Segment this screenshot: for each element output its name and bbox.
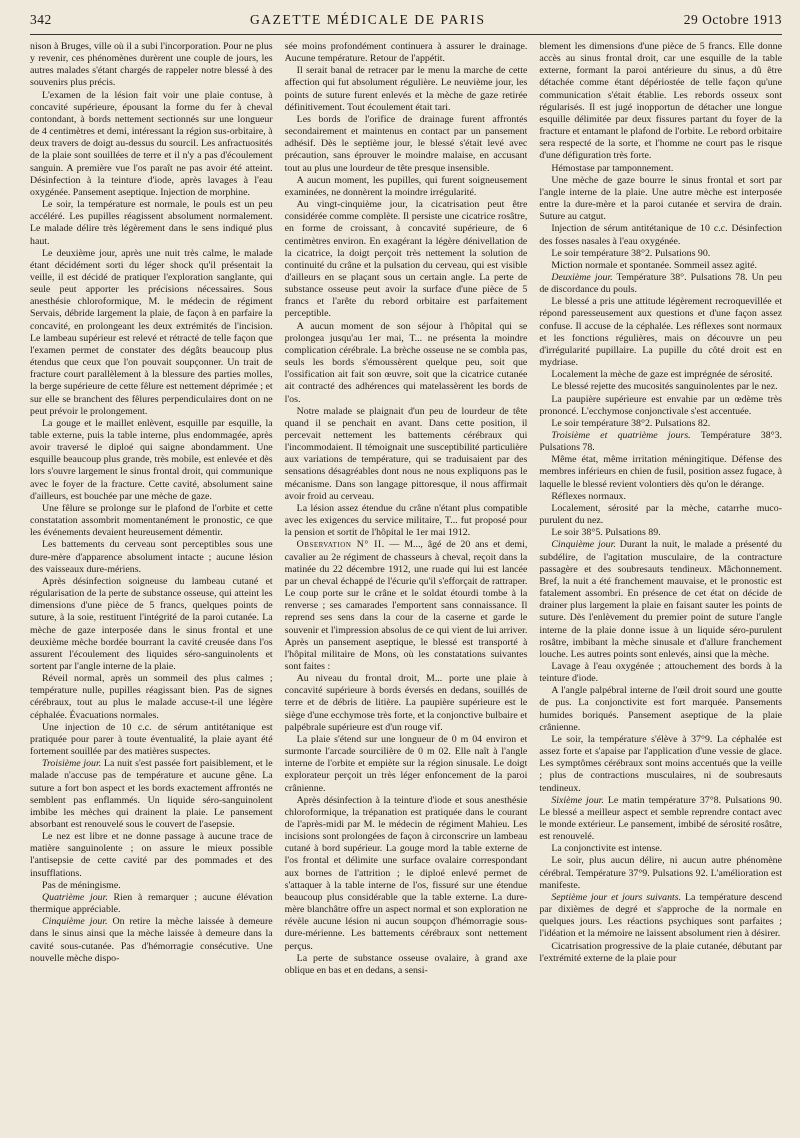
text-columns bbox=[30, 41, 782, 1131]
paragraph bbox=[285, 114, 528, 175]
paragraph bbox=[30, 758, 273, 831]
paragraph bbox=[539, 175, 782, 224]
paragraph bbox=[539, 941, 782, 965]
paragraph bbox=[30, 503, 273, 539]
paragraph-text: Cicatrisation progressive de la plaie cutanée, débutant par l'extrémité externe de la plaie pour bbox=[539, 940, 782, 964]
paragraph-text: Le soir, plus aucun délire, ni aucun autre phénomène cérébral. Température 37°9. Pulsations 92. L'amélioration est manifeste. bbox=[539, 855, 782, 891]
paragraph bbox=[539, 260, 782, 272]
paragraph bbox=[285, 65, 528, 114]
paragraph-text: A aucun moment de son séjour à l'hôpital qui se prolongea jusqu'au 1er mai, T... ne présenta la moindre complication cérébrale. La brèche osseuse ne se combla pas, seuls les bords s'émoussèrent quelque peu, soit que l'ossification ait fait son œuvre, soit que la cicatrice cutanée ait contracté des adhérences qui matelassèrent les bords de l'os. bbox=[284, 320, 528, 405]
paragraph-text: A aucun moment, les pupilles, qui furent soigneusement examinées, ne donnèrent la moindre irrégularité. bbox=[284, 174, 528, 198]
paragraph bbox=[539, 503, 782, 527]
paragraph bbox=[285, 503, 528, 539]
paragraph bbox=[285, 406, 528, 503]
paragraph-text: Réveil normal, après un sommeil des plus calmes ; température nulle, pupilles réagissant bien. Pas de signes cérébraux, tout au plus le malade accuse-t-il une légère céphalée. Évacuations normales. bbox=[30, 673, 273, 721]
column-3 bbox=[539, 41, 782, 1131]
paragraph-text: Le nez est libre et ne donne passage à aucune trace de matière sanguinolente ; on assure le mieux possible l'antisepsie de cette cavité par des pommades et des insufflations. bbox=[30, 831, 273, 879]
paragraph bbox=[30, 90, 273, 199]
paragraph-lead: Troisième et quatrième jours. bbox=[551, 430, 691, 441]
paragraph-text: Le soir température 38°2. Pulsations 90. bbox=[551, 247, 711, 259]
paragraph bbox=[539, 223, 782, 247]
paragraph bbox=[539, 418, 782, 430]
paragraph-text: La gouge et le maillet enlèvent, esquille par esquille, la table externe, puis la table interne, plus endommagée, après avoir traversé le diploé qui saigne abondamment. Une esquille beaucoup plus grande, très mobile, est enlevée et dès lors s'ouvre largement le sinus frontal droit, qui communique avec le foyer de la fracture. Cette cavité, absolument saine d'ailleurs, est bouchée par une mèche de gaze. bbox=[30, 417, 273, 502]
paragraph bbox=[285, 953, 528, 977]
paragraph bbox=[285, 199, 528, 321]
paragraph-text: Au vingt-cinquième jour, la cicatrisation peut être considérée comme complète. Il persiste une cicatrice rosâtre, en forme de croissant, à concavité supérieure, de 6 centimètres environ. En exagérant la légère dénivellation de la cicatrice, la doigt perçoit très nettement la solution de continuité du crâne et la pulsation du cerveau, qui est visible d'ailleurs en se plaçant sous un certain angle. La perte de substance osseuse peut avoir la surface d'une pièce de 5 francs et l'arête du rebord orbitaire est parfaitement perceptible. bbox=[284, 199, 528, 320]
paragraph bbox=[285, 321, 528, 406]
paragraph-text: La perte de substance osseuse ovalaire, à grand axe oblique en bas et en dedans, a sensi- bbox=[284, 952, 528, 976]
paragraph bbox=[539, 248, 782, 260]
column-2 bbox=[285, 41, 528, 1131]
paragraph-text: Il serait banal de retracer par le menu la marche de cette affection qui fut absolument régulière. Le neuvième jour, les points de suture furent enlevés et la mèche de gaze retirée définitivement. Tout écoulement était tari. bbox=[284, 65, 528, 113]
paragraph-text: nison à Bruges, ville où il a subi l'incorporation. Pour ne plus y revenir, ces phénomènes durèrent une couple de jours, les autres malades s'étant chargés de rappeler notre blessé à des souvenirs plus précis. bbox=[30, 41, 273, 89]
paragraph bbox=[539, 430, 782, 454]
issue-date: 29 Octobre 1913 bbox=[683, 12, 782, 27]
header-rule bbox=[30, 34, 782, 35]
paragraph-text: Le soir, la température est normale, le pouls est un peu accéléré. Les pupilles réagissent absolument normalement. Le malade délire très légèrement dans le sens indiqué plus haut. bbox=[30, 199, 273, 247]
paragraph-text: Réflexes normaux. bbox=[551, 490, 626, 502]
paragraph bbox=[30, 576, 273, 673]
paragraph bbox=[539, 454, 782, 490]
paragraph-text: Une mèche de gaze bourre le sinus frontal et sort par l'angle interne de la plaie. Une autre mèche est interposée entre la dure-mère et la paroi cutanée et servira de drain. Suture au catgut. bbox=[539, 174, 782, 223]
paragraph bbox=[30, 41, 273, 90]
paragraph bbox=[539, 539, 782, 661]
paragraph-text: La température descend par dixièmes de degré et s'approche de la normale en quelques jours. Les réactions psychiques sont parfaites ; l'idéation et la mémoire ne laissent absolument rien à désirer. bbox=[539, 891, 782, 940]
paragraph-text: Lavage à l'eau oxygénée ; attouchement des bords à la teinture d'iode. bbox=[539, 660, 782, 685]
paragraph-text: Température 38°3. Pulsations 78. bbox=[539, 430, 782, 454]
paragraph-text: A l'angle palpébral interne de l'œil droit sourd une goutte de pus. La conjonctivite est fort marquée. Pansements humides boriqués. Pansement aseptique de la plaie crânienne. bbox=[539, 685, 782, 733]
paragraph-text: Injection de sérum antitétanique de 10 c.c. Désinfection des fosses nasales à l'eau oxygénée. bbox=[539, 223, 782, 247]
paragraph-text: Au niveau du frontal droit, M... porte une plaie à concavité supérieure à bords éversés en dedans, souillés de terre et de débris de litière. La paupière supérieure est le siège d'une ecchymose très forte, et la conjonctive bulbaire et palpébrale supérieure est d'un rouge vif. bbox=[284, 673, 528, 733]
paragraph-text: Même état, même irritation méningitique. Défense des membres inférieurs en chien de fusil, position assez fugace, à laquelle le blessé revient volontiers dès qu'on le dérange. bbox=[539, 454, 782, 490]
paragraph-text: La conjonctivite est intense. bbox=[551, 843, 663, 855]
paragraph-text: Localement, sérosité par la mèche, catarrhe muco-purulent du nez. bbox=[539, 502, 782, 527]
paragraph bbox=[539, 41, 782, 163]
paragraph-text: Une fêlure se prolonge sur le plafond de l'orbite et cette constatation assombrit momentanément le pronostic, ce que les événements devaient heureusement démentir. bbox=[30, 502, 273, 539]
paragraph-text: Après désinfection à la teinture d'iode et sous anesthésie chloroformique, la trépanation est pratiquée dans le courant de l'après-midi par M. le médecin de régiment Mahieu. Les incisions sont prolongées de façon à circonscrire un lambeau cutané à bord supérieur. La gouge mord la table externe de l'os frontal et délimite une surface ovalaire correspondant aux bornes de l'attrition ; le diploé enlevé permet de s'attaquer à la table interne de l'os, fissuré sur une étendue beaucoup plus considérable que la table externe. La dure-mère blanchâtre offre un aspect normal et son exploration ne révèle aucune lésion ni aucun soupçon d'hémorragie sous-dure-mérienne. Les battements cérébraux sont nettement perçus. bbox=[284, 794, 528, 952]
paragraph-text: Le blessé a pris une attitude légèrement recroquevillée et répond paresseusement aux questions et d'une façon assez confuse. Il accuse de la céphalée. Les réflexes sont normaux et les fonctions régulières, mais on découvre un peu d'irrégularité pupillaire. La pupille du côté droit est en mydriase. bbox=[539, 296, 782, 369]
column-1 bbox=[30, 41, 273, 1131]
paragraph bbox=[30, 831, 273, 880]
paragraph bbox=[30, 673, 273, 722]
paragraph-text: Une injection de 10 c.c. de sérum antitétanique est pratiquée pour parer à toute éventualité, la plaie ayant été fortement souillée par des matières suspectes. bbox=[30, 721, 273, 758]
paragraph bbox=[539, 734, 782, 795]
paragraph bbox=[285, 673, 528, 734]
paragraph-lead: Quatrième jour. bbox=[42, 891, 108, 903]
paragraph-text: Durant la nuit, le malade a présenté du subdélire, de l'agitation musculaire, de la contracture passagère et des soubresauts tendineux. Mâchonnement. Bref, la nuit a été franchement mauvaise, et le pronostic est fatalement assombri. En présence de cet état on décide de drainer plus largement la plaie en faisant sauter les points de suture. Dès l'enlèvement du premier point de suture l'angle interne de la plaie donne issue à un liquide séro-purulent rosâtre, imbibant la mèche sinusale et d'allure franchement louche. Les autres points sont enlevés, ainsi que la mèche. bbox=[539, 539, 782, 660]
paragraph-lead: Cinquième jour. bbox=[42, 916, 108, 928]
paragraph bbox=[539, 527, 782, 539]
paragraph-text: La lésion assez étendue du crâne n'étant plus compatible avec les exigences du service militaire, T... fut proposé pour la pension et sortit de l'hôpital le 1er mai 1912. bbox=[284, 502, 528, 539]
paragraph-text: On retire la mèche laissée à demeure dans le sinus ainsi que la mèche laissée à demeure dans la cavité sous-cutanée. Pas d'hémorragie consécutive. Une nouvelle mèche dispo- bbox=[30, 916, 273, 964]
paragraph-text: L'examen de la lésion fait voir une plaie contuse, à concavité supérieure, épousant la forme du fer à cheval contondant, à bords nettement sectionnés sur une longueur de 4 centimètres et demi, intéressant la région sus-orbitaire, à deux travers de doigt au-dessus du sourcil. Les anfractuosités de la plaie sont souillées de terre et il n'y a pas d'écoulement sanguin. A première vue l'os paraît ne pas avoir été atteint. Désinfection à la teinture d'iode, après lavages à l'eau oxygénée. Pansement aseptique. Injection de morphine. bbox=[30, 89, 273, 198]
paragraph bbox=[285, 795, 528, 953]
paragraph-text: Après désinfection soigneuse du lambeau cutané et régularisation de la perte de substance osseuse, qui atteint les dimensions d'une pièce de 5 francs, quelques points de suture, à la soie, restituent l'intégrité de la paroi cutanée. La mèche de gaze interposée dans le sinus frontal et une deuxième mèche bordée bourrant la cavité creusée dans l'os assurent l'écoulement des liquides séro-sanguinolents et sortent par l'angle interne de la plaie. bbox=[30, 575, 273, 672]
paragraph-text: Rien à remarquer ; aucune élévation thermique appréciable. bbox=[30, 891, 273, 916]
paragraph bbox=[30, 722, 273, 758]
paragraph-text: — M..., âgé de 20 ans et demi, cavalier au 2e régiment de chasseurs à cheval, reçoit dans la matinée du 22 décembre 1912, une ruade qui lui est lancée par un cheval échappé de l'écurie qu'il s'efforçait de rattraper. Le coup porte sur le crâne et le soldat étourdi tombe à la renverse ; ses camarades l'emportent sans connaissance. Il reprend ses sens dans la cour de la caserne et garde le souvenir et l'impression absolus de ce qui vient de lui arriver. Après un pansement aseptique, le blessé est transporté à l'hôpital militaire de Mons, où les constatations suivantes sont faites : bbox=[284, 539, 528, 672]
paragraph bbox=[539, 296, 782, 369]
paragraph-text: La paupière supérieure est envahie par un œdème très prononcé. L'ecchymose conjonctivale s'est accentuée. bbox=[539, 393, 782, 417]
paragraph bbox=[539, 381, 782, 393]
paragraph-text: Les bords de l'orifice de drainage furent affrontés secondairement et maintenus en contact par un pansement adhésif. Dès le septième jour, le blessé s'était levé avec précaution, sans éprouver le moindre malaise, en accusant tout au plus une lourdeur de tête presque insensible. bbox=[284, 113, 528, 174]
observation-heading: Observation N° II. bbox=[296, 539, 385, 551]
running-header bbox=[30, 12, 782, 30]
paragraph-lead: Sixième jour. bbox=[551, 794, 604, 806]
page-number: 342 bbox=[30, 12, 52, 27]
paragraph-text: sée moins profondément continuera à assurer le drainage. Aucune température. Retour de l'appétit. bbox=[284, 41, 528, 65]
paragraph bbox=[30, 418, 273, 503]
paragraph bbox=[285, 41, 528, 65]
paragraph bbox=[30, 248, 273, 418]
paragraph-text: Le blessé rejette des mucosités sanguinolentes par le nez. bbox=[551, 381, 778, 393]
paragraph bbox=[539, 272, 782, 296]
paragraph bbox=[30, 892, 273, 916]
paragraph-text: Localement la mèche de gaze est imprégnée de sérosité. bbox=[551, 369, 773, 381]
paragraph-text: La plaie s'étend sur une longueur de 0 m 04 environ et surmonte l'arcade sourcilière de 0 m 02. Elle naît à l'angle interne de l'orbite et empiète sur la région sinusale. Le doigt explorateur perçoit un très léger enfoncement de la paroi crânienne. bbox=[284, 733, 528, 794]
paragraph-text: Le soir 38°5. Pulsations 89. bbox=[551, 527, 661, 539]
paragraph bbox=[30, 916, 273, 965]
journal-title: GAZETTE MÉDICALE DE PARIS bbox=[249, 12, 486, 27]
paragraph bbox=[285, 175, 528, 199]
paragraph bbox=[539, 892, 782, 941]
paragraph-lead: Septième jour et jours suivants. bbox=[551, 891, 682, 903]
paragraph-text: Hémostase par tamponnement. bbox=[551, 162, 674, 174]
paragraph bbox=[539, 843, 782, 855]
paragraph-lead: Deuxième jour. bbox=[551, 271, 613, 283]
paragraph bbox=[539, 394, 782, 418]
paragraph-lead: Cinquième jour. bbox=[551, 539, 616, 551]
paragraph-text: Le soir, la température s'élève à 37°9. La céphalée est assez forte et s'apaise par l'application d'une vessie de glace. Les symptômes cérébraux sont moins accentués que la veille ; plus de contractions musculaires, ni de soubresauts tendineux. bbox=[539, 733, 782, 794]
paragraph-text: Le matin température 37°8. Pulsations 90. Le blessé a meilleur aspect et semble reprendre contact avec le monde extérieur. Le pansement, imbibé de sérosité rosâtre, est renouvelé. bbox=[539, 794, 782, 843]
paragraph-text: Température 38°. Pulsations 78. Un peu de discordance du pouls. bbox=[539, 271, 782, 296]
paragraph-text: Miction normale et spontanée. Sommeil assez agité. bbox=[551, 259, 758, 271]
paragraph bbox=[539, 163, 782, 175]
paragraph-text: Notre malade se plaignait d'un peu de lourdeur de tête quand il se penchait en avant. Dans cette position, il percevait nettement les battements cérébraux qui l'incommodaient. Il témoignait une susceptibilité particulière aux variations de température, qui se traduisaient par des sensations désagréables dont nous ne nous expliquons pas le mécanisme. Dans son langage pittoresque, il nous affirmait avoir froid au cerveau. bbox=[284, 405, 528, 502]
paragraph bbox=[539, 795, 782, 844]
paragraph bbox=[539, 685, 782, 734]
paragraph-lead: Troisième jour. bbox=[42, 758, 102, 770]
paragraph-text: Pas de méningisme. bbox=[42, 879, 121, 891]
paragraph bbox=[30, 880, 273, 892]
paragraph bbox=[30, 539, 273, 575]
paragraph-text: La nuit s'est passée fort paisiblement, et le malade n'accuse pas de température et aucune gêne. La suture a fort bon aspect et les bords exactement affrontés ne semblent pas enflammés. Un liquide séro-sanguinolent imbibe les mèches qui drainent la plaie. Le pansement absorbant est renouvelé sous le couvert de l'asepsie. bbox=[30, 758, 273, 830]
paragraph bbox=[285, 734, 528, 795]
paragraph-text: blement les dimensions d'une pièce de 5 francs. Elle donne accès au sinus frontal droit, car une esquille de la table externe, formant la paroi antérieure du sinus, a dû être détachée comme étant dépériostée de telle façon qu'une communication s'était établie. Les rebords osseux sont régularisés. Il est jugé inopportun de détacher une longue esquille délimitée par deux fissures partant du foyer de la fracture et entamant le plafond de l'orbite. Le rebord orbitaire sera respecté de la sorte, et l'homme ne court pas le risque d'une défiguration très forte. bbox=[539, 41, 782, 162]
paragraph-text: Le soir température 38°2. Pulsations 82. bbox=[551, 417, 711, 429]
paragraph-text: Les battements du cerveau sont perceptibles sous une dure-mère d'apparence absolument intacte ; aucune lésion des vaisseaux dure-mériens. bbox=[30, 539, 273, 575]
paragraph bbox=[539, 491, 782, 503]
paragraph bbox=[539, 369, 782, 381]
paragraph bbox=[285, 539, 528, 673]
paragraph-text: Le deuxième jour, après une nuit très calme, le malade étant décidément sorti du léger shock qu'il présentait la veille, il est décidé de pratiquer l'exploration sanglante, qui seule peut apporter les précisions nécessaires. Sous anesthésie chloroformique, M. le médecin de régiment Servais, débride largement la plaie, de façon à en parfaire la concavité, en prolongeant les deux extrémités de l'incision. Le lambeau supérieur est relevé et rétracté de telle façon que l'examen permet de constater des dégâts beaucoup plus étendus que ceux que l'on pouvait soupçonner. Un trait de fracture court parallèlement à la blessure des parties molles, la berge supérieure de cette fêlure est nettement déprimée ; et sur elle se branchent des fêlures perpendiculaires dont on ne peut prévoir le prolongement. bbox=[30, 247, 273, 417]
paragraph bbox=[539, 855, 782, 891]
paragraph bbox=[30, 199, 273, 248]
paragraph bbox=[539, 661, 782, 685]
